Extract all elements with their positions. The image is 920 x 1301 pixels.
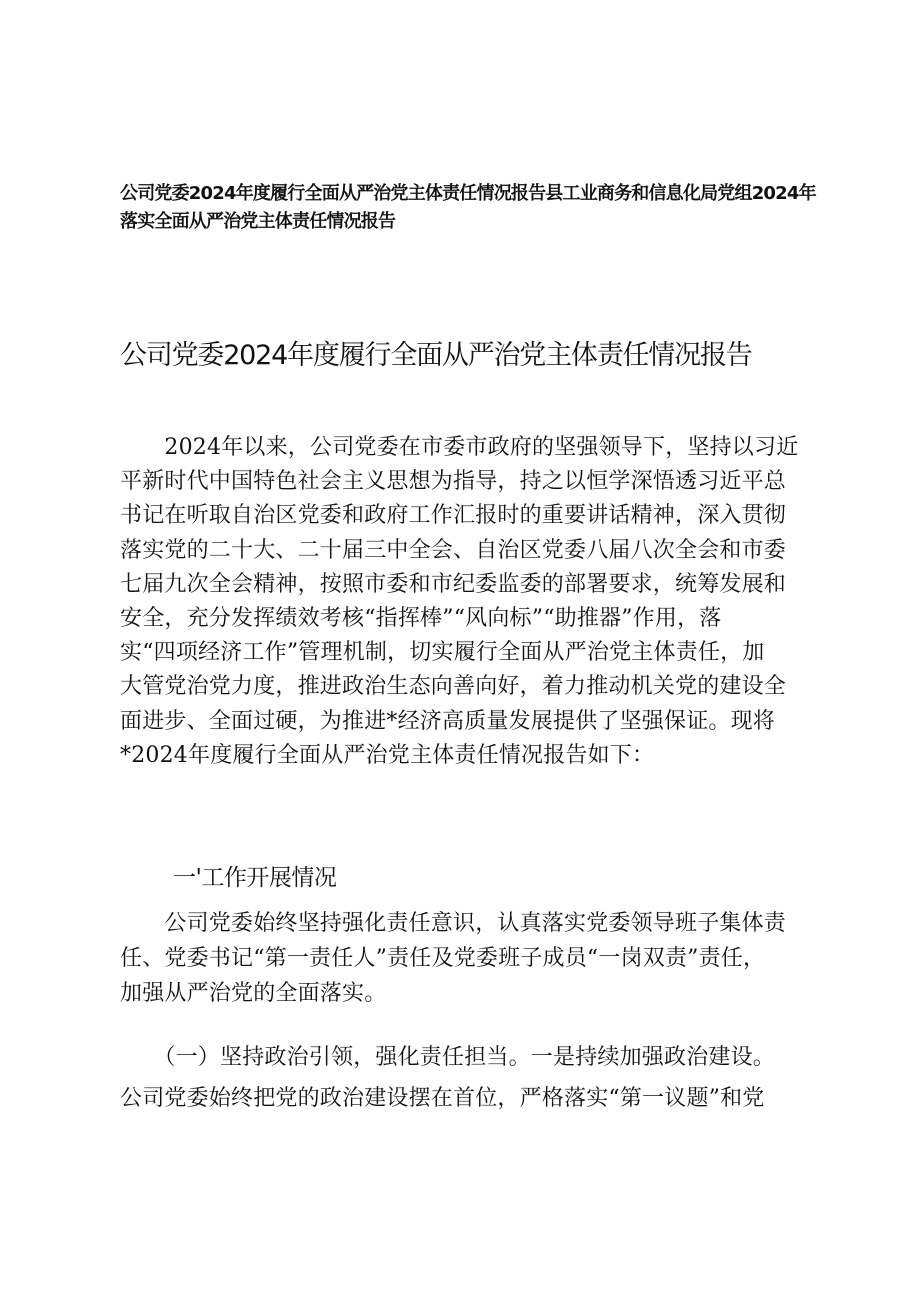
- subsection-line: 公司党委始终把党的政治建设摆在首位，严格落实“第一议题”和党: [120, 1086, 765, 1111]
- intro-paragraph: [120, 431, 840, 773]
- section-heading-work-progress: 一'工作开展情况: [173, 865, 337, 891]
- intro-line: 面进步、全面过硬，为推进*经济高质量发展提供了坚强保证。现将: [120, 708, 776, 734]
- intro-line: 落实党的二十大、二十届三中全会、自治区党委八届八次全会和市委: [120, 537, 787, 563]
- subsection-paragraph: [120, 1037, 840, 1119]
- intro-line: 七届九次全会精神，按照市委和市纪委监委的部署要求，统筹发展和: [120, 571, 787, 597]
- document-header: [120, 180, 840, 236]
- intro-line: 书记在听取自治区党委和政府工作汇报时的重要讲话精神，深入贯彻: [120, 503, 787, 529]
- subsection-line: （一）坚持政治引领，强化责任担当。一是持续加强政治建设。: [120, 1045, 776, 1070]
- intro-line: 平新时代中国特色社会主义思想为指导，持之以恒学深悟透习近平总: [120, 469, 787, 495]
- report-title: 公司党委2024年度履行全面从严治党主体责任情况报告: [120, 340, 752, 371]
- section-line: 加强从严治党的全面落实。: [120, 981, 387, 1006]
- intro-line: 实“四项经济工作”管理机制，切实履行全面从严治党主体责任，加: [120, 640, 765, 666]
- intro-line: 安全，充分发挥绩效考核“指挥棒”“风向标”“助推器”作用，落: [120, 605, 722, 631]
- intro-line: 大管党治党力度，推进政治生态向善向好，着力推动机关党的建设全: [120, 674, 787, 700]
- document-header-line-2: 落实全面从严治党主体责任情况报告: [120, 211, 396, 232]
- section-line: 任、党委书记“第一责任人”责任及党委班子成员“一岗双责”责任，: [120, 946, 766, 971]
- section-line: 公司党委始终坚持强化责任意识，认真落实党委领导班子集体责: [120, 911, 787, 936]
- intro-line: *2024年度履行全面从严治党主体责任情况报告如下：: [120, 742, 655, 768]
- intro-line: 2024年以来，公司党委在市委市政府的坚强领导下，坚持以习近: [120, 435, 799, 460]
- section-paragraph: [120, 906, 840, 1011]
- document-header-line-1: 公司党委2024年度履行全面从严治党主体责任情况报告县工业商务和信息化局党组2024年: [120, 183, 816, 204]
